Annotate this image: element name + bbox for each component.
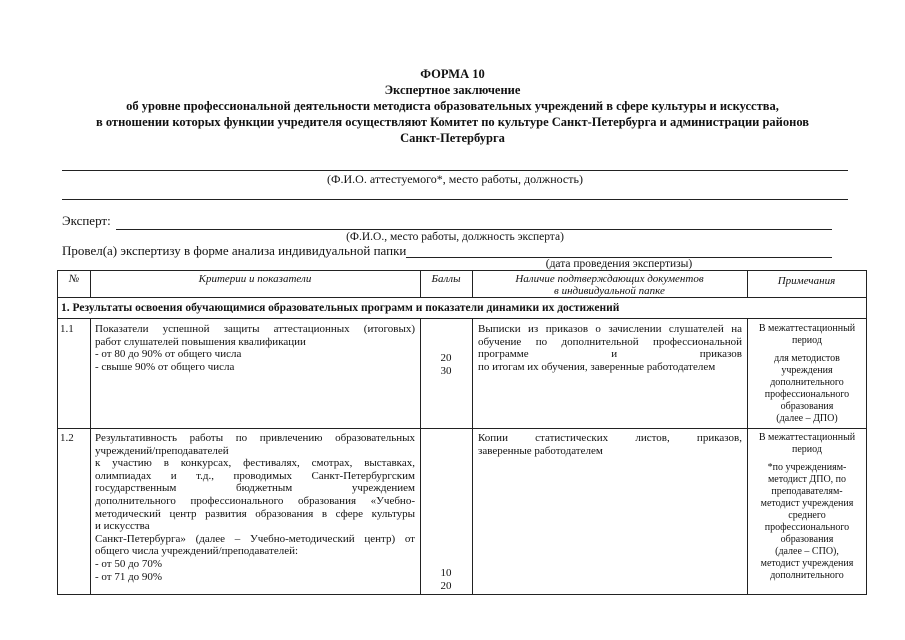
title-line-2: в отношении которых функции учредителя осуществляют Комитет по культуре Санкт-Петербурга и администрации районов	[95, 115, 810, 129]
row-1-1-points: 20 30	[440, 352, 452, 377]
row-1-2-num: 1.2	[60, 432, 74, 444]
title-line-3: Санкт-Петербурга	[400, 131, 505, 145]
conducted-label: Провел(а) экспертизу в форме анализа индивидуальной папки	[62, 243, 407, 258]
row-1-1-notes: В межаттестационный период для методистов учреждения дополнительного профессионального образования (далее – ДПО)	[758, 323, 856, 424]
header-points: Баллы	[431, 273, 461, 285]
expert-label: Эксперт:	[62, 213, 111, 228]
header-num: №	[68, 273, 80, 285]
expert-fill-line	[116, 229, 832, 230]
form-number: ФОРМА 10	[420, 67, 485, 81]
date-caption: (дата проведения экспертизы)	[545, 258, 693, 270]
row-1-1-criteria: Показатели успешной защиты аттестационных (итоговых) работ слушателей повышения квалификации - от 80 до 90% от общего числа - свыше 90% от общего числа	[95, 323, 415, 373]
row-1-1-documents: Выписки из приказов о зачислении слушателей на обучение по дополнительной профессиональной программе и приказов по итогам их обучения, заверенные работодателем	[478, 323, 742, 373]
header-notes: Примечания	[777, 275, 836, 287]
row-1-2-criteria: Результативность работы по привлечению образовательных учреждений/преподавателей к участию в конкурсах, фестивалях, смотрах, выставках, олимпиадах и т.д., проводимых Санкт-Петербургским государственным бюджетным учреждением дополнительного профессионального образования «Учебно- методический центр развития образования в сфере культуры и искусства Санкт-Петербурга» (далее – Учебно-методический центр) от общего числа учреждений/преподавателей: - от 50 до 70% - от 71 до 90%	[95, 432, 415, 583]
attested-fill-line	[62, 170, 848, 171]
expert-caption: (Ф.И.О., место работы, должность эксперта)	[346, 231, 564, 243]
header-criteria: Критерии и показатели	[198, 273, 312, 285]
row-1-2-points: 10 20	[440, 567, 452, 592]
header-documents-1: Наличие подтверждающих документов	[515, 273, 704, 285]
document-title: Экспертное заключение	[384, 83, 521, 97]
row-1-1-num: 1.1	[60, 323, 74, 335]
row-1-2-notes: В межаттестационный период *по учреждениям- методист ДПО, по преподавателям- методист учреждения среднего профессионального образования (далее – СПО), методист учреждения дополнительного	[758, 432, 856, 581]
title-line-1: об уровне профессиональной деятельности методиста образовательных учреждений в сфере культуры и искусства,	[126, 99, 779, 113]
attested-fill-line-2	[62, 199, 848, 200]
attested-caption: (Ф.И.О. аттестуемого*, место работы, должность)	[327, 172, 583, 186]
section-1-title: 1. Результаты освоения обучающимися образовательных программ и показатели динамики их достижений	[61, 302, 620, 314]
header-documents-2: в индивидуальной папке	[554, 285, 665, 297]
row-1-2-documents: Копии статистических листов, приказов, заверенные работодателем	[478, 432, 742, 457]
